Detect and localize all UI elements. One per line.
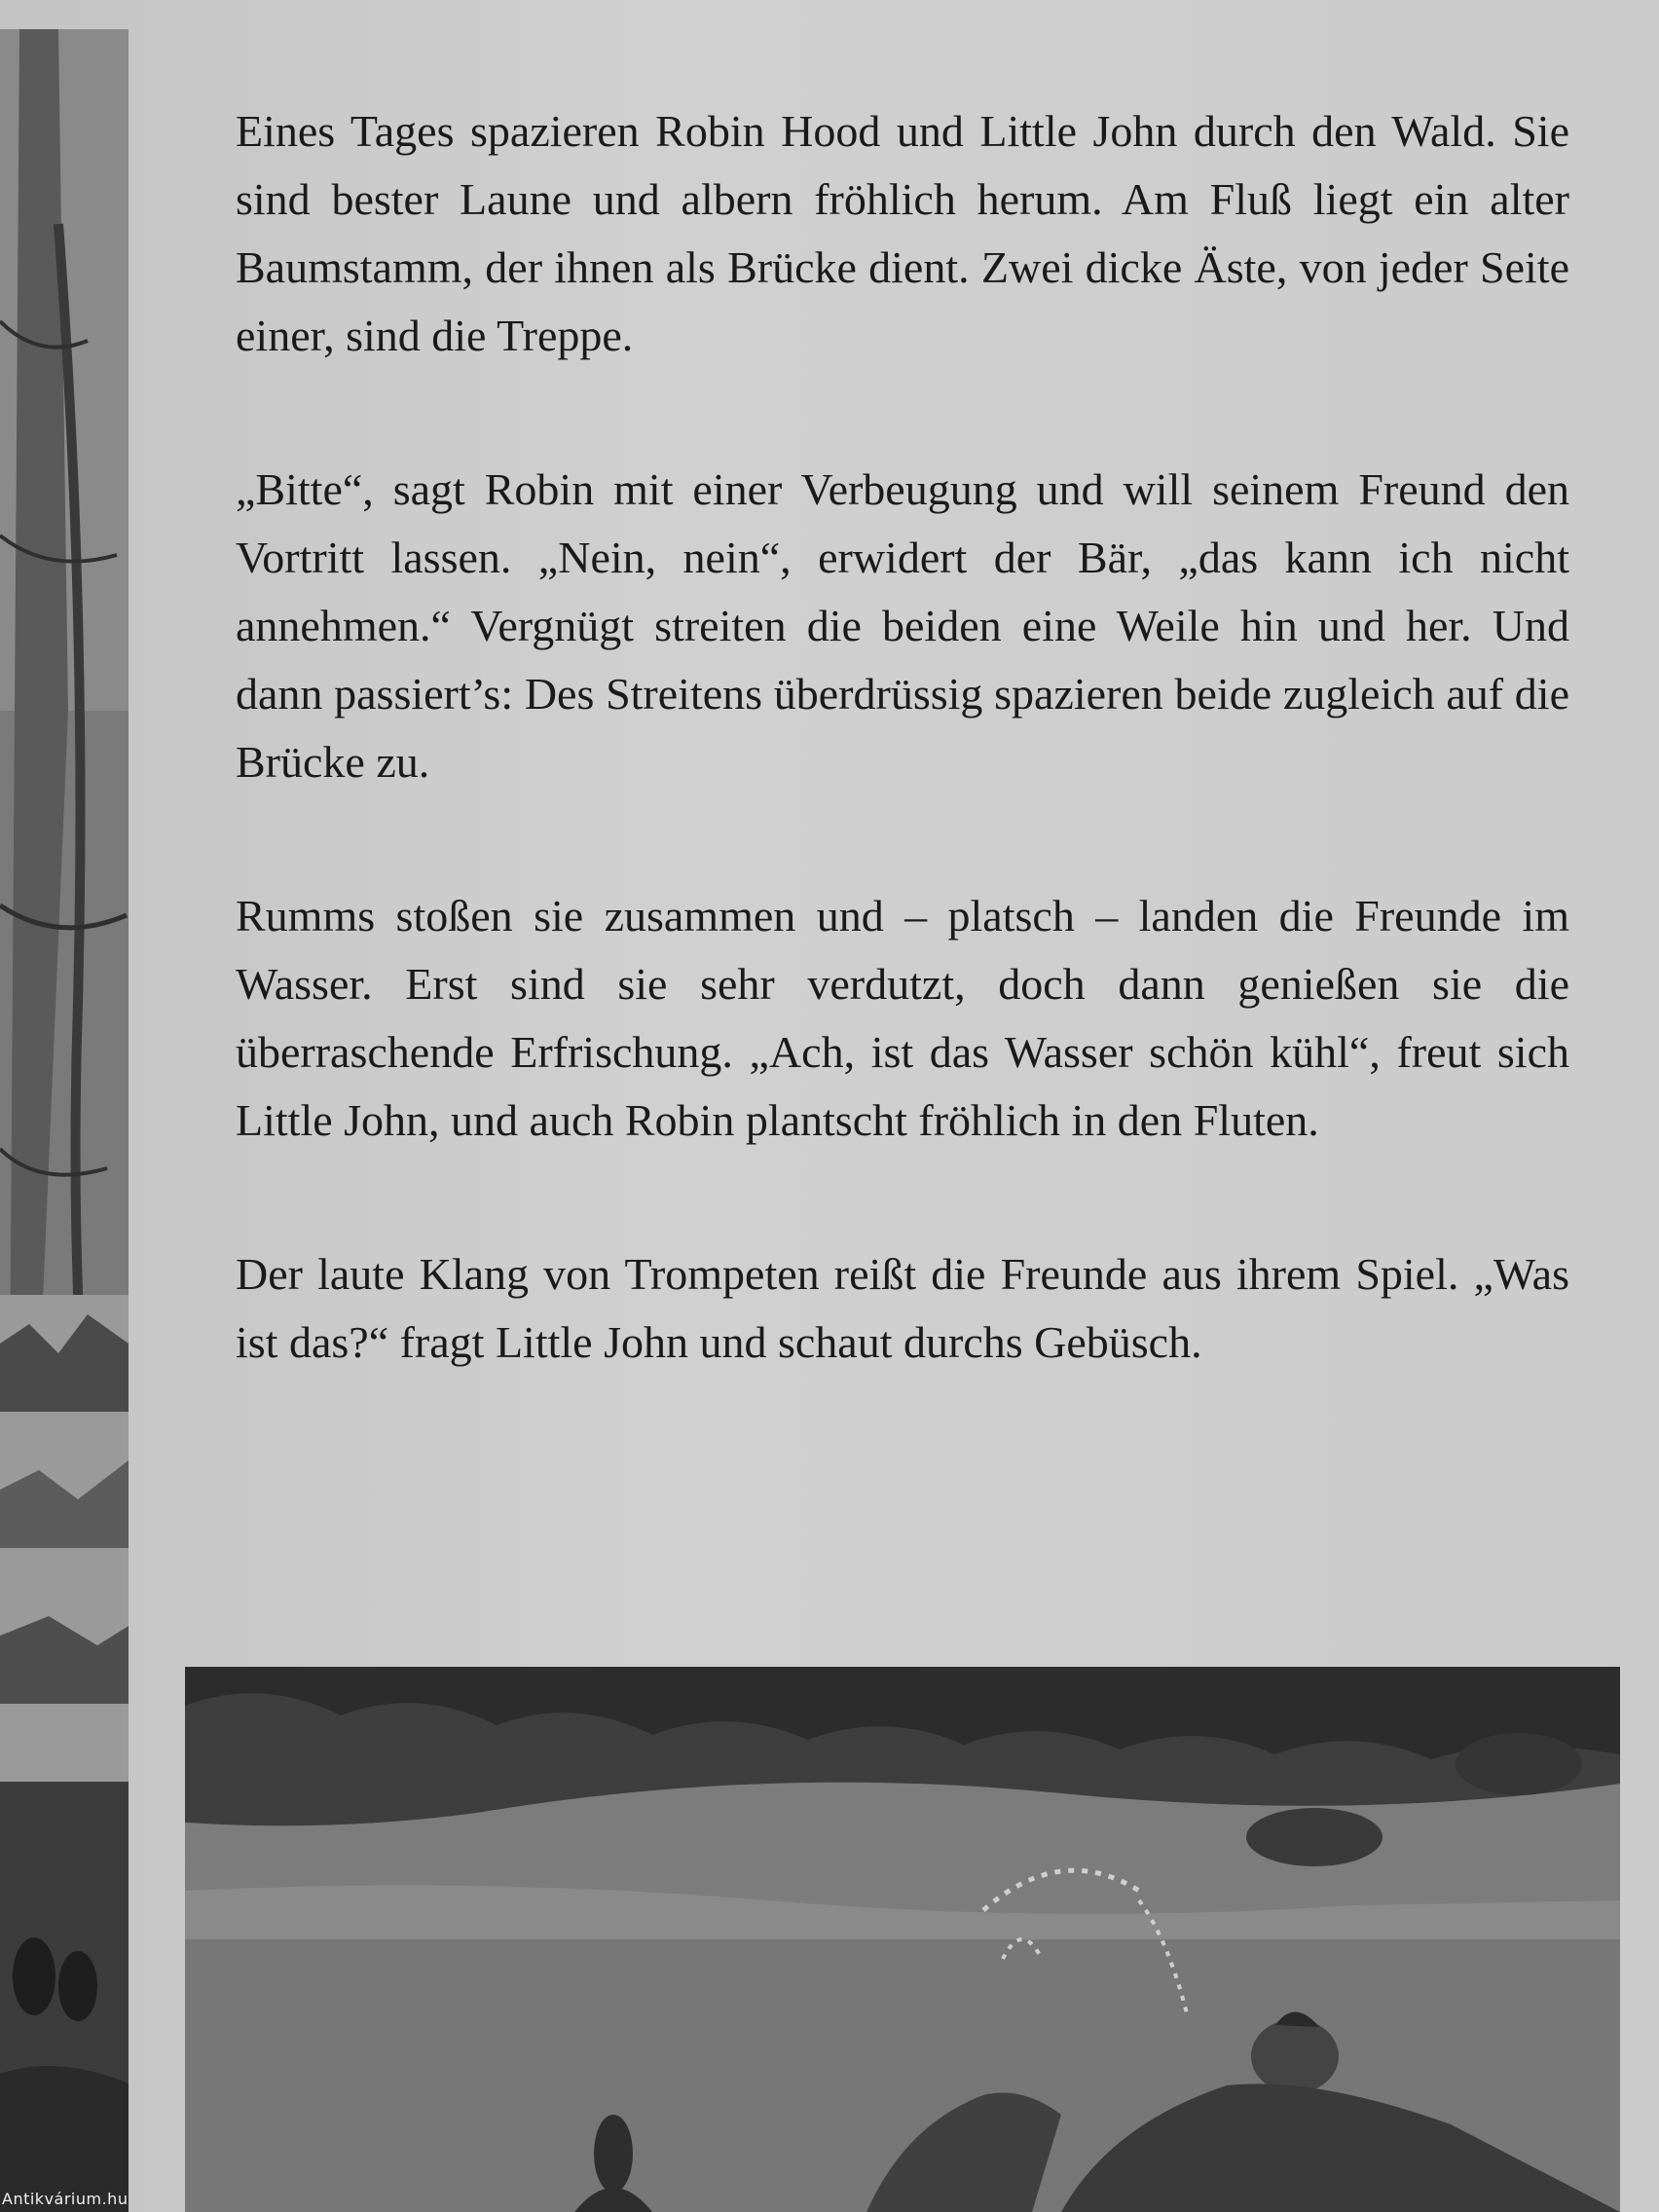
paragraph-4: Der laute Klang von Trompeten reißt die Freunde aus ihrem Spiel. „Was ist das?“ fragt Little John und schaut durchs Gebüsch. <box>236 1249 1569 1367</box>
left-forest-illustration <box>0 29 129 2212</box>
paragraph-1: Eines Tages spazieren Robin Hood und Little John durch den Wald. Sie sind bester Laune und albern fröhlich herum. Am Fluß liegt ein alter Baumstamm, der ihnen als Brücke dient. Zwei dicke Äste, von jeder Seite einer, sind die Treppe. <box>236 106 1569 360</box>
paragraph-2: „Bitte“, sagt Robin mit einer Verbeugung und will seinem Freund den Vortritt lassen. „Nein, nein“, erwidert der Bär, „das kann ich nicht annehmen.“ Vergnügt streiten die beiden eine Weile hin und her. Und dann passiert’s: Des Streitens überdrüssig spazieren beide zugleich auf die Brücke zu. <box>236 464 1569 787</box>
paragraph-3: Rumms stoßen sie zusammen und – platsch – landen die Freunde im Wasser. Erst sind sie sehr verdutzt, doch dann genießen sie die überraschende Erfrischung. „Ach, ist das Wasser schön kühl“, freut sich Little John, und auch Robin plantscht fröhlich in den Fluten. <box>236 891 1569 1145</box>
river-scene-illustration <box>185 1667 1620 2212</box>
story-text <box>236 97 1569 1462</box>
watermark-text: Antikvárium.hu <box>2 2190 129 2208</box>
